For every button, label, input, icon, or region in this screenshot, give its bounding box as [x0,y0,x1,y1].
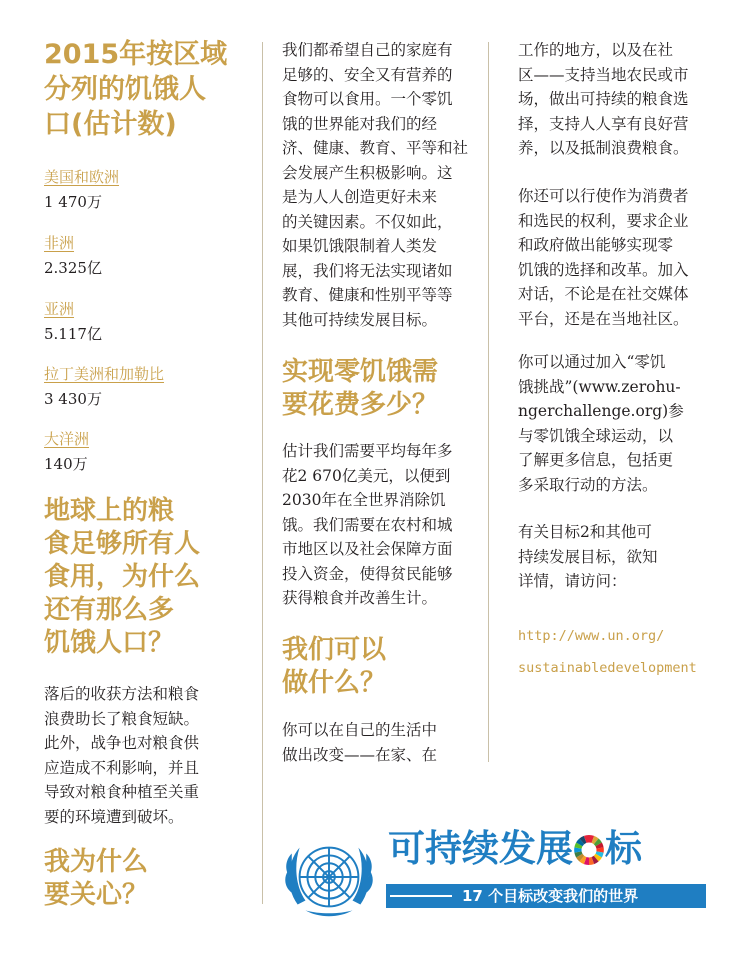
un-emblem-icon [280,828,378,926]
community-body: 工作的地方，以及在社 区——支持当地农民或市 场，做出可持续的粮食选 择，支持人人享有良好营 养，以及抵制浪费粮食。 [518,41,689,157]
what-can-we-do-heading: 我们可以 做什么？ [282,635,387,698]
column-divider [488,42,489,762]
consumer-body: 你还可以行使作为消费者 和选民的权利，要求企业 和政府做出能够实现零 饥饿的选择和改革。加入 对话，不论是在社交媒体 平台，还是在当地社区。 [518,187,689,328]
sdg-subtitle: 17 个目标改变我们的世界 [462,887,639,905]
intro-body: 我们都希望自己的家庭有 足够的、安全又有营养的 食物可以食用。一个零饥 饿的世界能对我们的经 济、健康、教育、平等和社 会发展产生积极影响。这 是为人人创造更好未来 的关键因素。不仅如此， 如果饥饿限制着人类发 展，我们将无法实现诸如 教育、健康和性别平等等 其他可持续发展目标。 [282,41,469,329]
why-care-heading: 我为什么 要关心？ [44,847,149,910]
more-info-body: 有关目标2和其他可 持续发展目标，欲知 详情，请访问： [518,523,658,590]
zero-hunger-challenge-body: 你可以通过加入“零饥 饿挑战”(www.zerohu- ngerchallenge.org)参 与零饥饿全球运动，以 了解更多信息，包括更 多采取行动的方法。 [518,353,684,494]
un-sdg-link-line1[interactable]: http://www.un.org/ [518,628,665,644]
sdg-title-part2: 标 [605,827,642,870]
region-value-oceania: 140万 [44,455,88,473]
region-name-us-europe: 美国和欧洲 [44,168,120,186]
sdg-logo-title [388,826,642,872]
region-value-asia: 5.117亿 [44,325,102,343]
banner-line [390,895,452,897]
region-name-oceania: 大洋洲 [44,430,90,448]
region-name-latin-america: 拉丁美洲和加勒比 [44,365,165,383]
why-hunger-heading: 地球上的粮 食足够所有人 食用，为什么 还有那么多 饥饿人口？ [44,496,201,658]
region-name-asia: 亚洲 [44,300,75,318]
un-sdg-link-line2[interactable]: sustainabledevelopment [518,660,697,676]
column-divider [262,42,263,904]
region-value-latin-america: 3 430万 [44,390,102,408]
region-value-africa: 2.325亿 [44,259,102,277]
sdg-wheel-icon [574,835,604,865]
why-hunger-body: 落后的收获方法和粮食 浪费助长了粮食短缺。 此外，战争也对粮食供 应造成不利影响，并且 导致对粮食种植至关重 要的环境遭到破坏。 [44,685,200,826]
region-value-us-europe: 1 470万 [44,193,102,211]
cost-heading: 实现零饥饿需 要花费多少？ [282,357,439,420]
sdg-subtitle-banner [386,884,706,908]
action-body: 你可以在自己的生活中 做出改变——在家、在 [282,721,438,764]
sdg-title-part1: 可持续发展 [388,827,573,870]
region-name-africa: 非洲 [44,234,75,252]
cost-body: 估计我们需要平均每年多 花2 670亿美元，以便到 2030年在全世界消除饥 饿。我们需要在农村和城 市地区以及社会保障方面 投入资金，使得贫民能够 获得粮食并改善生计。 [282,442,453,607]
regions-heading: 2015年按区域 分列的饥饿人 口(估计数) [44,39,228,140]
